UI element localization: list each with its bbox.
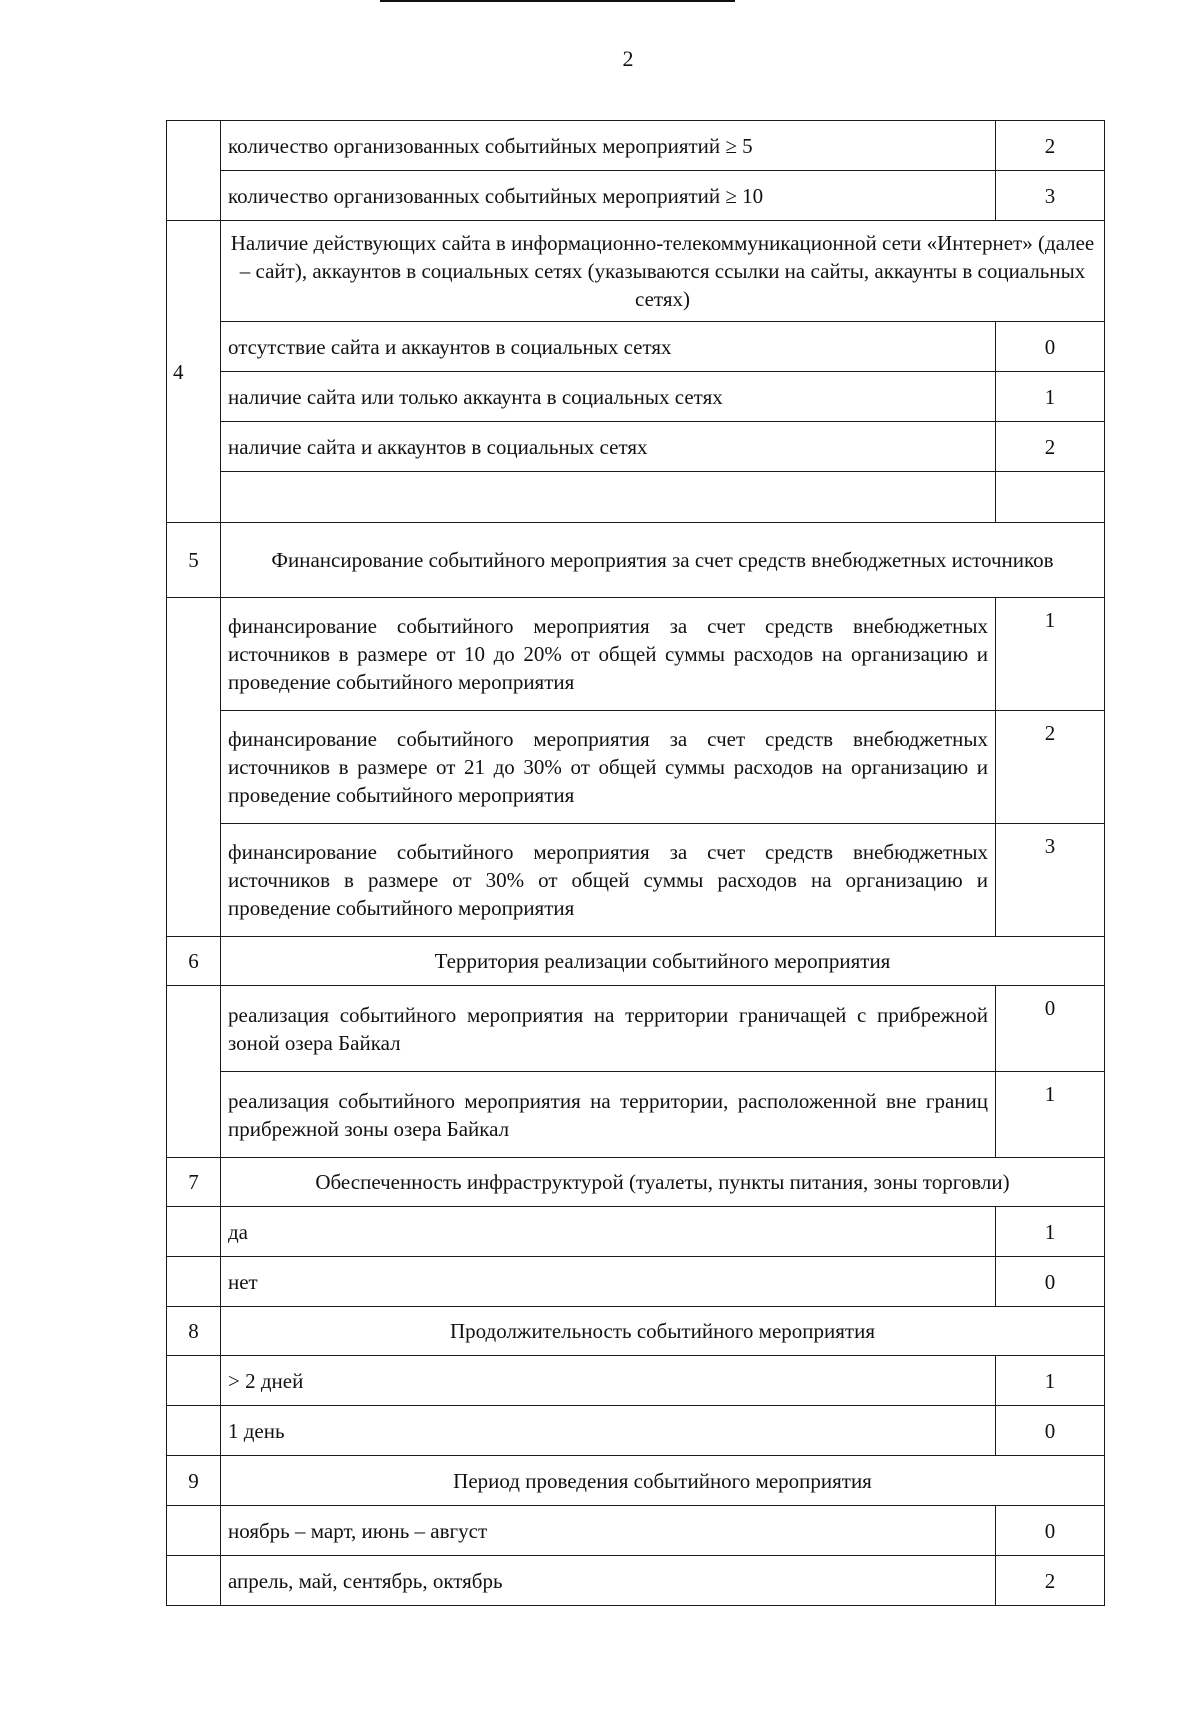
- row-number-cell: [167, 1207, 221, 1257]
- table-row: [167, 1456, 1105, 1506]
- row-number-cell: [167, 1556, 221, 1606]
- row-number-cell: [167, 1257, 221, 1307]
- top-rule: [380, 0, 735, 2]
- criterion-option: финансирование событийного мероприятия за счет средств внебюджетных источников в размере от 21 до 30% от общей суммы расходов на организацию и проведение событийного мероприятия: [221, 711, 996, 824]
- score-cell: 0: [996, 1406, 1105, 1456]
- score-cell: 0: [996, 1257, 1105, 1307]
- score-cell: 1: [996, 372, 1105, 422]
- row-number-cell: 6: [167, 937, 221, 986]
- table-row: [167, 937, 1105, 986]
- score-cell: 3: [996, 171, 1105, 221]
- row-number-cell: [167, 121, 221, 221]
- criteria-table: [166, 120, 1105, 1606]
- criterion-option: реализация событийного мероприятия на территории, расположенной вне границ прибрежной зоны озера Байкал: [221, 1072, 996, 1158]
- score-cell: 2: [996, 711, 1105, 824]
- table-row: [167, 221, 1105, 322]
- criterion-option: финансирование событийного мероприятия за счет средств внебюджетных источников в размере от 30% от общей суммы расходов на организацию и проведение событийного мероприятия: [221, 824, 996, 937]
- criterion-heading: Продолжительность событийного мероприятия: [221, 1307, 1105, 1356]
- score-cell: 2: [996, 422, 1105, 472]
- table-row: [167, 711, 1105, 824]
- criterion-option: нет: [221, 1257, 996, 1307]
- table-row: [167, 1356, 1105, 1406]
- score-cell: 2: [996, 121, 1105, 171]
- table-row: [167, 1506, 1105, 1556]
- table-row: [167, 171, 1105, 221]
- score-cell: 2: [996, 1556, 1105, 1606]
- criterion-option: отсутствие сайта и аккаунтов в социальных сетях: [221, 322, 996, 372]
- table-row: [167, 1406, 1105, 1456]
- criterion-option: > 2 дней: [221, 1356, 996, 1406]
- score-cell: 1: [996, 598, 1105, 711]
- score-cell: 0: [996, 322, 1105, 372]
- table-row: [167, 1072, 1105, 1158]
- row-number-cell: 4: [167, 221, 221, 523]
- score-cell: 0: [996, 1506, 1105, 1556]
- score-cell: 1: [996, 1072, 1105, 1158]
- table-row: [167, 1207, 1105, 1257]
- row-number-cell: 8: [167, 1307, 221, 1356]
- criterion-option: реализация событийного мероприятия на территории граничащей с прибрежной зоной озера Байкал: [221, 986, 996, 1072]
- table-row: [167, 523, 1105, 598]
- criterion-heading: Территория реализации событийного мероприятия: [221, 937, 1105, 986]
- criterion-option: апрель, май, сентябрь, октябрь: [221, 1556, 996, 1606]
- criterion-option: количество организованных событийных мероприятий ≥ 10: [221, 171, 996, 221]
- table-row: [167, 824, 1105, 937]
- table-row: [167, 472, 1105, 523]
- table-row: [167, 422, 1105, 472]
- row-number-cell: [167, 1406, 221, 1456]
- table-row: [167, 986, 1105, 1072]
- table-row: [167, 322, 1105, 372]
- criterion-option: 1 день: [221, 1406, 996, 1456]
- row-number-cell: 9: [167, 1456, 221, 1506]
- criterion-option: [221, 472, 996, 523]
- score-cell: [996, 472, 1105, 523]
- criterion-heading: Обеспеченность инфраструктурой (туалеты, пункты питания, зоны торговли): [221, 1158, 1105, 1207]
- table-row: [167, 1158, 1105, 1207]
- row-number-cell: [167, 1356, 221, 1406]
- score-cell: 0: [996, 986, 1105, 1072]
- row-number-cell: [167, 598, 221, 937]
- score-cell: 1: [996, 1207, 1105, 1257]
- criterion-option: наличие сайта или только аккаунта в социальных сетях: [221, 372, 996, 422]
- criterion-option: количество организованных событийных мероприятий ≥ 5: [221, 121, 996, 171]
- score-cell: 1: [996, 1356, 1105, 1406]
- criterion-option: наличие сайта и аккаунтов в социальных сетях: [221, 422, 996, 472]
- table-row: [167, 1257, 1105, 1307]
- criterion-option: финансирование событийного мероприятия за счет средств внебюджетных источников в размере от 10 до 20% от общей суммы расходов на организацию и проведение событийного мероприятия: [221, 598, 996, 711]
- table-row: [167, 372, 1105, 422]
- criterion-heading: Финансирование событийного мероприятия за счет средств внебюджетных источников: [221, 523, 1105, 598]
- table-row: [167, 598, 1105, 711]
- row-number-cell: [167, 1506, 221, 1556]
- page-number: 2: [622, 46, 634, 71]
- criterion-heading: Наличие действующих сайта в информационно-телекоммуникационной сети «Интернет» (далее – сайт), аккаунтов в социальных сетях (указываются ссылки на сайты, аккаунты в социальных сетях): [221, 221, 1105, 322]
- score-cell: 3: [996, 824, 1105, 937]
- row-number-cell: 7: [167, 1158, 221, 1207]
- criterion-heading: Период проведения событийного мероприятия: [221, 1456, 1105, 1506]
- criterion-option: да: [221, 1207, 996, 1257]
- table-row: [167, 1307, 1105, 1356]
- criterion-option: ноябрь – март, июнь – август: [221, 1506, 996, 1556]
- row-number-cell: 5: [167, 523, 221, 598]
- table-row: [167, 1556, 1105, 1606]
- table-row: [167, 121, 1105, 171]
- row-number-cell: [167, 986, 221, 1158]
